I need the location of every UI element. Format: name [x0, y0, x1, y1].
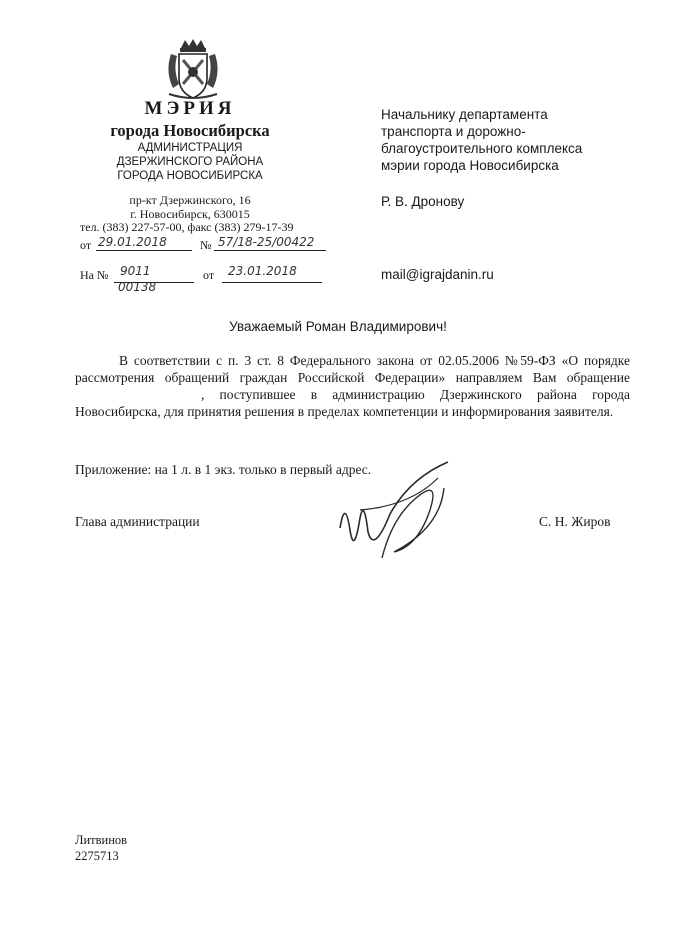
ref-number-bottom: 00138 [118, 280, 157, 294]
city-coat-of-arms-icon [163, 38, 223, 102]
main-paragraph [75, 352, 630, 420]
paragraph-end: , поступившее в администрацию Дзержинского района города Новосибирска, для принятия решения в пределах компетенции и информирования заявителя. [75, 387, 630, 419]
address-street: пр-кт Дзержинского, 16 [129, 193, 251, 207]
date-label: от [80, 238, 92, 252]
outgoing-number-line [214, 250, 326, 251]
ref-date: 23.01.2018 [228, 264, 297, 278]
outgoing-number: 57/18-25/00422 [218, 235, 315, 249]
outgoing-date: 29.01.2018 [98, 235, 167, 249]
executor-name: Литвинов [75, 833, 128, 847]
recipient-name: Р. В. Дронову [381, 194, 465, 209]
ref-number-top: 9011 [120, 264, 151, 278]
paragraph-start: В соответствии с п. 3 ст. 8 Федерального закона от 02.05.2006 №59-ФЗ «О порядке рассмотрения обращений граждан Российской Федерации» направляем Вам обращение [75, 353, 630, 385]
attachment-note: Приложение: на 1 л. в 1 экз. только в первый адрес. [75, 462, 372, 477]
city-name: города Новосибирска [110, 121, 270, 140]
ref-date-label: от [203, 268, 215, 282]
admin-line-3: ГОРОДА НОВОСИБИРСКА [117, 170, 263, 182]
ref-date-line [222, 282, 322, 283]
address-city: г. Новосибирск, 630015 [130, 207, 250, 221]
recipient-email: mail@igrajdanin.ru [381, 267, 494, 282]
signatory-name: С. Н. Жиров [539, 514, 611, 529]
handwritten-signature-icon [320, 458, 470, 568]
recipient-line-2: транспорта и дорожно- [381, 124, 526, 139]
number-label: № [200, 238, 212, 252]
executor-phone: 2275713 [75, 849, 119, 863]
recipient-line-4: мэрии города Новосибирска [381, 158, 559, 173]
outgoing-date-line [96, 250, 192, 251]
ref-number-label: На № [80, 268, 109, 282]
recipient-line-3: благоустроительного комплекса [381, 141, 583, 156]
signatory-position: Глава администрации [75, 514, 200, 529]
salutation: Уважаемый Роман Владимирович! [229, 319, 447, 334]
mayor-office-title: МЭРИЯ [144, 98, 236, 119]
admin-line-1: АДМИНИСТРАЦИЯ [137, 142, 243, 154]
ref-number-line [114, 282, 194, 283]
phone-fax: тел. (383) 227-57-00, факс (383) 279-17-39 [80, 220, 294, 234]
admin-line-2: ДЗЕРЖИНСКОГО РАЙОНА [116, 156, 264, 168]
recipient-line-1: Начальнику департамента [381, 107, 548, 122]
